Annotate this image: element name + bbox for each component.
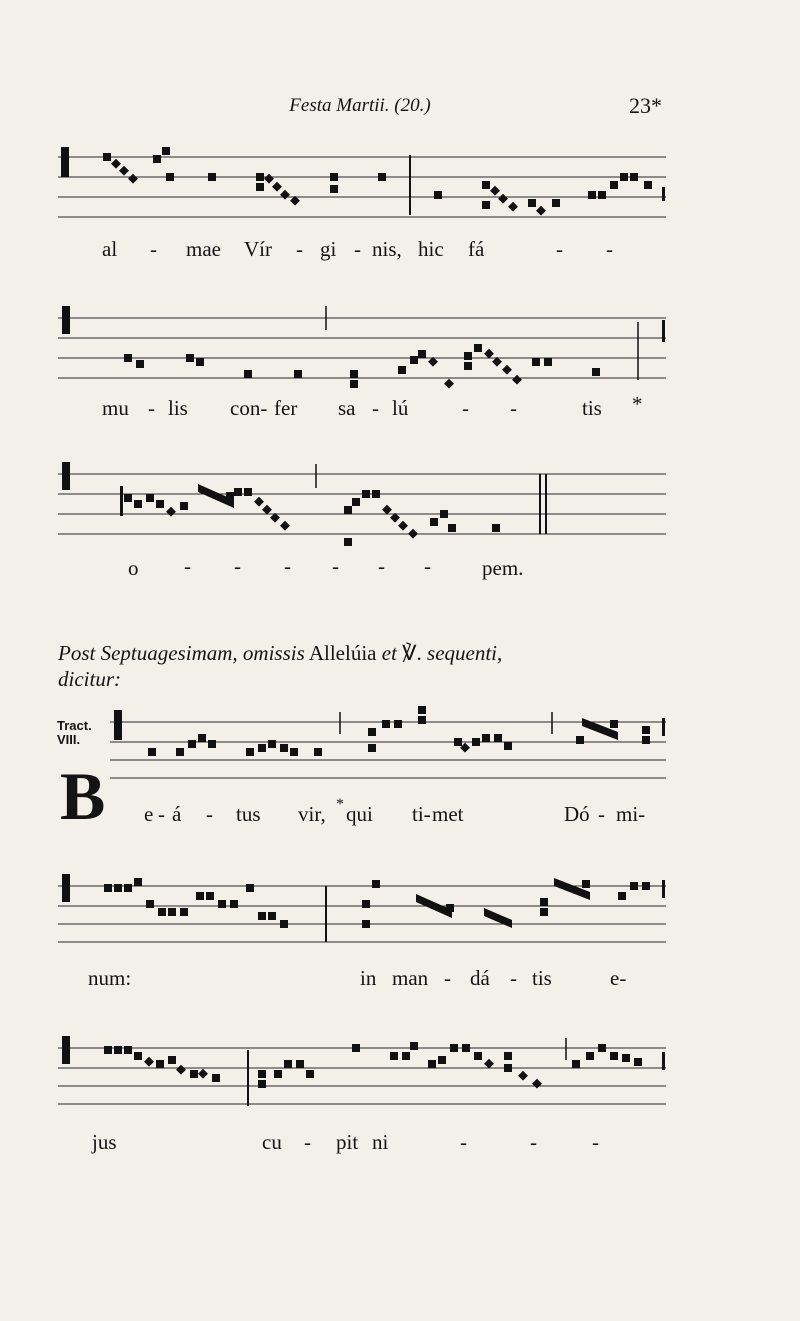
syllable: lis (168, 396, 188, 420)
rubric (58, 640, 670, 692)
syllable: mi- (616, 802, 646, 826)
syllable: - (606, 237, 613, 261)
syllable: - (206, 802, 213, 826)
page-number: 23* (629, 93, 662, 118)
syllable: - (372, 396, 379, 420)
syllable: Vír (244, 237, 272, 261)
staff-5 (58, 868, 668, 958)
syllable: - (284, 554, 291, 578)
syllable: fer (274, 396, 298, 420)
staff-2 (58, 300, 668, 390)
syllable: e- (610, 966, 627, 990)
syllable: - (510, 396, 517, 420)
running-title: Festa Martii. (20.) (289, 95, 431, 116)
syllable: hic (418, 237, 444, 261)
syllable: tus (236, 802, 261, 826)
syllable: - (234, 554, 241, 578)
syllable: nis, (372, 237, 402, 261)
syllable: ti- (412, 802, 431, 826)
syllable: tis (532, 966, 552, 990)
syllable: e (144, 802, 154, 826)
syllable: - (462, 396, 469, 420)
syllable: - (598, 802, 605, 826)
neumes-6 (62, 1036, 665, 1089)
syllable: mu (102, 396, 129, 420)
syllable: - (332, 554, 339, 578)
rubric-text: et (381, 641, 397, 665)
syllable: - (460, 1130, 467, 1154)
mode-number: VIII. (57, 732, 81, 747)
rubric-alleluia: Allelúia (308, 641, 377, 665)
syllable: pem. (482, 556, 524, 580)
syllable: - (510, 966, 517, 990)
syllable: - (444, 966, 451, 990)
syllable: - (184, 554, 191, 578)
staff-4 (58, 704, 668, 794)
page-header (0, 95, 800, 125)
syllable: con- (230, 396, 268, 420)
tract-label: Tract. (57, 718, 92, 733)
syllable: - (158, 802, 165, 826)
rubric-text: dicitur: (58, 667, 121, 691)
syllable: in (360, 966, 377, 990)
music-system-3 (58, 458, 668, 578)
syllable: man (392, 966, 429, 990)
syllable: al (102, 237, 118, 261)
syllable: - (378, 554, 385, 578)
syllable: fá (468, 237, 485, 261)
rubric-text: sequenti, (427, 641, 503, 665)
music-system-6 (58, 1030, 668, 1160)
syllable: lú (392, 396, 409, 420)
syllable: cu (262, 1130, 282, 1154)
syllable: - (296, 237, 303, 261)
syllable: - (304, 1130, 311, 1154)
syllable: met (432, 802, 464, 826)
syllable: - (354, 237, 361, 261)
syllable: gi (320, 237, 337, 261)
syllable: sa (338, 396, 356, 420)
syllable: jus (92, 1130, 117, 1154)
rubric-text: Post Septuagesimam, omissis (58, 641, 305, 665)
music-system-2 (58, 300, 668, 420)
syllable: á (172, 802, 182, 826)
syllable: * (336, 796, 344, 813)
staff-6 (58, 1030, 668, 1120)
staff-1 (58, 145, 668, 225)
syllable: pit (336, 1130, 359, 1154)
syllable: - (556, 237, 563, 261)
neumes-4 (114, 706, 665, 756)
syllable: * (632, 392, 643, 416)
syllable: num: (88, 966, 132, 990)
syllable: tis (582, 396, 602, 420)
syllable: - (424, 554, 431, 578)
music-system-1 (58, 145, 668, 265)
syllable: - (592, 1130, 599, 1154)
music-system-4 (58, 704, 668, 834)
syllable: - (150, 237, 157, 261)
initial-letter: B (60, 758, 106, 834)
syllable: ni (372, 1130, 389, 1154)
syllable: o (128, 556, 139, 580)
syllable: vir, (298, 802, 326, 826)
music-system-5 (58, 868, 668, 998)
neumes-5 (62, 874, 665, 928)
syllable: dá (470, 966, 490, 990)
syllable: qui (346, 802, 373, 826)
versicle-symbol: ℣. (402, 641, 422, 665)
syllable: - (530, 1130, 537, 1154)
syllable: mae (186, 237, 221, 261)
syllable: Dó (564, 802, 590, 826)
staff-3 (58, 458, 668, 548)
neumes-3 (62, 462, 500, 546)
syllable: - (148, 396, 155, 420)
